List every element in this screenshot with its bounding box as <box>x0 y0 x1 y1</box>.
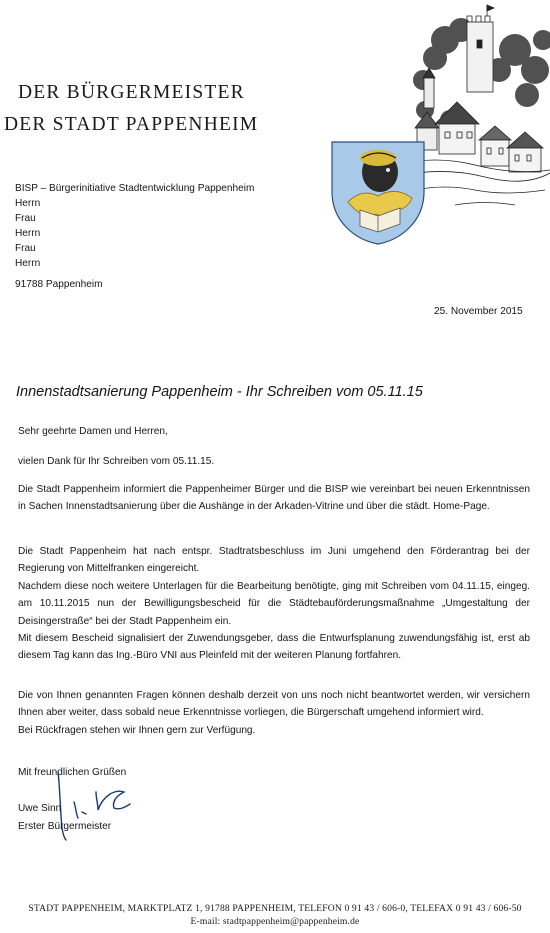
recipient-salutation: Herrn <box>15 258 41 270</box>
letterhead-title-line1: DER BÜRGERMEISTER <box>18 82 245 103</box>
signatory-title: Erster Bürgermeister <box>18 821 112 832</box>
letter-intro: vielen Dank für Ihr Schreiben vom 05.11.15. <box>18 456 215 467</box>
letterhead-title-line2: DER STADT PAPPENHEIM <box>4 114 259 135</box>
footer-email: E-mail: stadtpappenheim@pappenheim.de <box>190 916 360 927</box>
recipient-salutation: Herrn <box>15 198 41 210</box>
letter-date: 25. November 2015 <box>434 306 523 317</box>
closing-phrase: Mit freundlichen Grüßen <box>18 767 127 778</box>
coat-of-arms-icon <box>330 140 426 246</box>
letter-subject: Innenstadtsanierung Pappenheim - Ihr Schreiben vom 05.11.15 <box>16 384 423 400</box>
recipient-salutation: Frau <box>15 243 36 255</box>
recipient-org: BISP – Bürgerinitiative Stadtentwicklung Pappenheim <box>15 183 255 194</box>
recipient-salutation: Herrn <box>15 228 41 240</box>
signatory-name: Uwe Sinn <box>18 803 62 814</box>
letter-salutation: Sehr geehrte Damen und Herren, <box>18 426 168 437</box>
body-paragraph: Die Stadt Pappenheim hat nach entspr. Stadtratsbeschluss im Juni umgehend den Förderantrag bei der Regierung von Mittelfranken eingereicht. Nachdem diese noch weitere Unterlagen für die Bearbeitung benötigte, ging mit Schreiben vom 04.11.15, eingeg. am 10.11.2015 nun der Bewilligungsbescheid für die Städtebauförderungsmaßnahme „Umgestaltung der Deisingerstraße“ bei der Stadt Pappenheim ein. Mit diesem Bescheid signalisiert der Zuwendungsgeber, dass die Entwurfsplanung zuwendungsfähig ist, erst ab diesem Tag kann das Ing.-Büro VNI aus Pleinfeld mit der weiteren Planung fortfahren. <box>18 546 530 662</box>
recipient-salutation: Frau <box>15 213 36 225</box>
recipient-city: 91788 Pappenheim <box>15 279 103 290</box>
recipient-address <box>15 181 254 272</box>
body-paragraph: Die Stadt Pappenheim informiert die Pappenheimer Bürger und die BISP wie vereinbart bei neuen Erkenntnissen in Sachen Innenstadtsanierung über die Aushänge in der Arkaden-Vitrine und über die städt. Home-Page. <box>18 484 530 513</box>
footer-address: STADT PAPPENHEIM, MARKTPLATZ 1, 91788 PAPPENHEIM, TELEFON 0 91 43 / 606-0, TELEFAX 0 91 43 / 606-50 <box>28 903 522 914</box>
body-paragraph: Die von Ihnen genannten Fragen können deshalb derzeit von uns noch nicht beantwortet werden, wir versichern Ihnen aber weiter, dass sobald neue Erkenntnisse vorliegen, die Bürgerschaft umgehend informiert wird. Bei Rückfragen stehen wir Ihnen gern zur Verfügung. <box>18 690 530 736</box>
